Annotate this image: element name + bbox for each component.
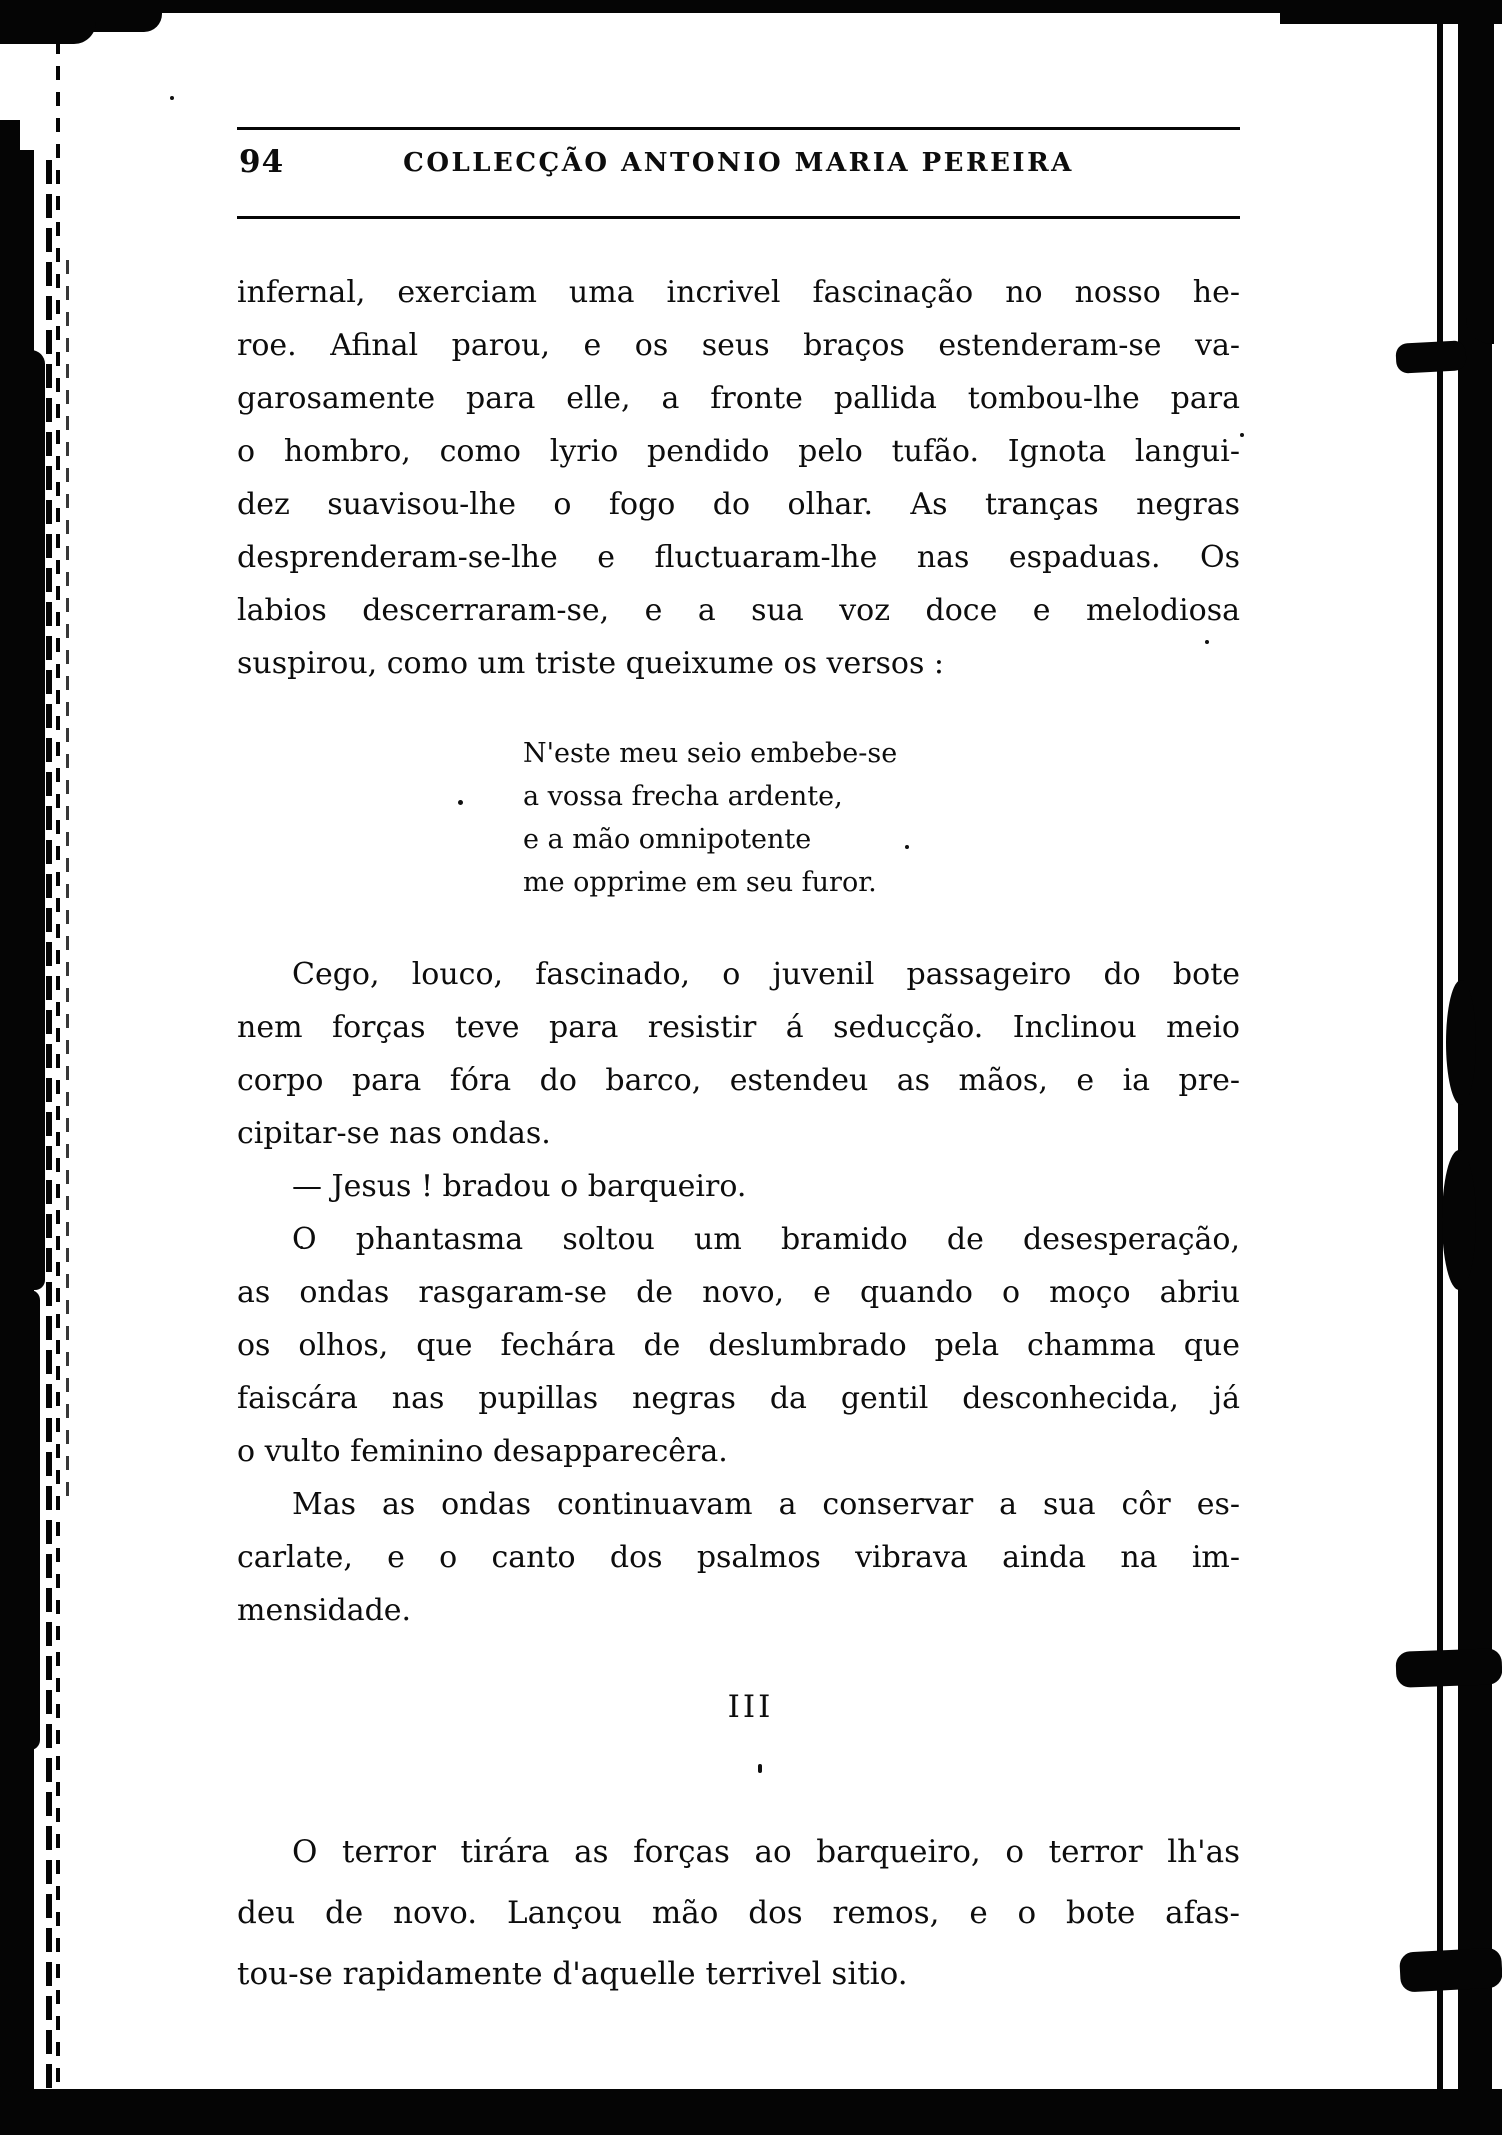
text-line: deu de novo. Lançou mão dos remos, e o bote afas-: [237, 1895, 1240, 1931]
text-line: as ondas rasgaram-se de novo, e quando o moço abriu: [237, 1275, 1240, 1310]
top-edge-bar: [0, 0, 1502, 13]
text-column: [237, 127, 1240, 2005]
text-line: o hombro, como lyrio pendido pelo tufão. Ignota langui-: [237, 434, 1240, 469]
running-header: [237, 136, 1240, 194]
text-line: Cego, louco, fascinado, o juvenil passageiro do bote: [292, 957, 1240, 992]
right-binding-band: [1466, 24, 1494, 344]
paragraph: [237, 1822, 1240, 2005]
text-line: roe. Afinal parou, e os seus braços estenderam-se va-: [237, 328, 1240, 363]
page-number: 94: [239, 144, 285, 180]
paragraph: [237, 948, 1240, 1160]
verse-line: e a mão omnipotente: [523, 824, 812, 855]
left-binding-streak: [66, 260, 69, 1500]
binding-bulge: [1446, 980, 1476, 1105]
verse-line: N'este meu seio embebe-se: [523, 738, 898, 769]
top-left-corner-blob: [0, 20, 96, 44]
verse-line: a vossa frecha ardente,: [523, 781, 843, 812]
text-line: cipitar-se nas ondas.: [237, 1116, 551, 1151]
text-line: O terror tirára as forças ao barqueiro, o terror lh'as: [292, 1834, 1240, 1870]
text-line: O phantasma soltou um bramido de desesperação,: [292, 1222, 1240, 1257]
text-line: os olhos, que fechára de deslumbrado pela chamma que: [237, 1328, 1240, 1363]
paragraph: [237, 266, 1240, 690]
text-line: — Jesus ! bradou o barqueiro.: [292, 1169, 747, 1204]
text-line: suspirou, como um triste queixume os versos :: [237, 646, 945, 681]
text-line: infernal, exerciam uma incrivel fascinação no nosso he-: [237, 275, 1240, 310]
text-line: desprenderam-se-lhe e fluctuaram-lhe nas espaduas. Os: [237, 540, 1240, 575]
scan-speck: [1240, 433, 1244, 437]
text-line: o vulto feminino desapparecêra.: [237, 1434, 728, 1469]
body-text: [237, 266, 1240, 2005]
running-header-title: COLLECÇÃO ANTONIO MARIA PEREIRA: [403, 148, 1074, 178]
top-edge-bar-right: [1280, 0, 1502, 24]
left-binding-band: [0, 1750, 30, 2135]
binding-mark: [1399, 1947, 1502, 1992]
left-binding-band: [0, 1290, 40, 1750]
text-line: garosamente para elle, a fronte pallida tombou-lhe para: [237, 381, 1240, 416]
verse-line: me opprime em seu furor.: [523, 867, 877, 898]
text-line: faiscára nas pupillas negras da gentil desconhecida, já: [237, 1381, 1240, 1416]
text-line: Mas as ondas continuavam a conservar a sua côr es-: [292, 1487, 1240, 1522]
left-binding-streak: [56, 40, 60, 2135]
header-rule-top: [237, 127, 1240, 130]
text-line: carlate, e o canto dos psalmos vibrava ainda na im-: [237, 1540, 1240, 1575]
text-line: tou-se rapidamente d'aquelle terrivel sitio.: [237, 1956, 908, 1992]
binding-mark: [1395, 1648, 1502, 1688]
binding-mark: [1395, 340, 1466, 374]
text-line: corpo para fóra do barco, estendeu as mãos, e ia pre-: [237, 1063, 1240, 1098]
header-rule-bottom: [237, 216, 1240, 219]
paragraph: [237, 1478, 1240, 1637]
right-page-edge-line: [1437, 12, 1443, 2135]
text-line: labios descerraram-se, e a sua voz doce e melodiosa: [237, 593, 1240, 628]
text-line: mensidade.: [237, 1593, 412, 1628]
binding-bulge: [1442, 1150, 1476, 1290]
verse-block: [523, 732, 1240, 904]
scan-speck: [170, 96, 174, 100]
left-binding-streak: [46, 160, 52, 2135]
paragraph: [237, 1213, 1240, 1478]
text-line: nem forças teve para resistir á seducção. Inclinou meio: [237, 1010, 1240, 1045]
bottom-edge-bar: [28, 2089, 1502, 2135]
paragraph: [237, 1160, 1240, 1213]
left-binding-band: [0, 350, 45, 1290]
text-line: dez suavisou-lhe o fogo do olhar. As tranças negras: [237, 487, 1240, 522]
section-heading: III: [727, 1689, 774, 1725]
